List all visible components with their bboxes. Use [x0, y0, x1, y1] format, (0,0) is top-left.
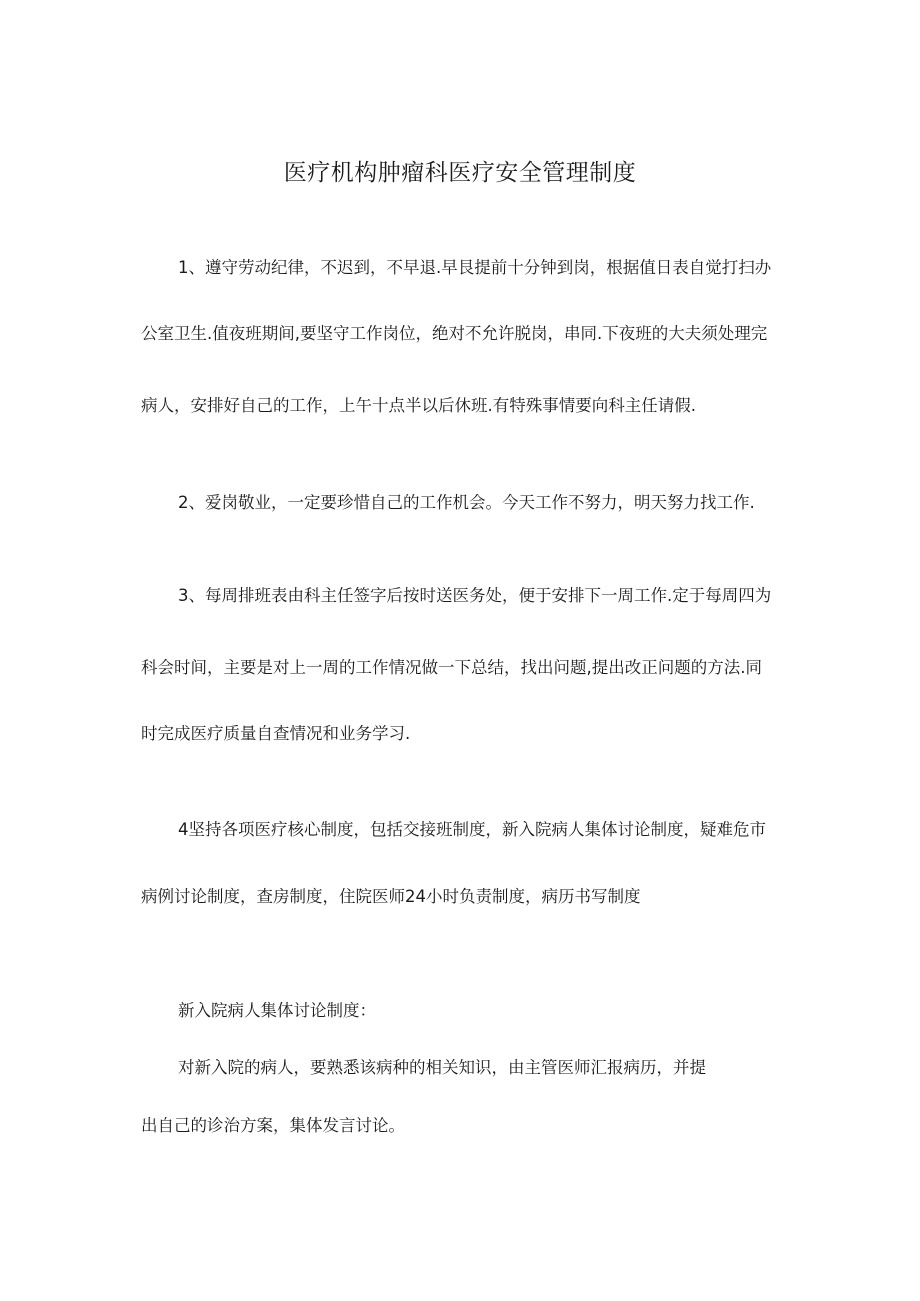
para-3-line-1: 3、每周排班表由科主任签字后按时送医务处，便于安排下一周工作.定于每周四为 [178, 586, 772, 605]
para-4-line-2: 病例讨论制度，查房制度，住院医师24小时负责制度，病历书写制度 [141, 887, 641, 906]
para-3-line-3: 时完成医疗质量自查情况和业务学习. [141, 724, 411, 743]
para-5-line-2: 出自己的诊治方案，集体发言讨论。 [141, 1116, 405, 1135]
para-1-line-3: 病人，安排好自己的工作，上午十点半以后休班.有特殊事情要向科主任请假. [141, 396, 696, 415]
para-4-line-1: 4坚持各项医疗核心制度，包括交接班制度，新入院病人集体讨论制度，疑难危市 [178, 820, 766, 839]
para-5-line-1: 对新入院的病人，要熟悉该病种的相关知识，由主管医师汇报病历，并提 [178, 1058, 706, 1077]
para-2-line-1: 2、爱岗敬业，一定要珍惜自己的工作机会。今天工作不努力，明天努力找工作. [178, 493, 755, 512]
para-3-line-2: 科会时间，主要是对上一周的工作情况做一下总结，找出问题,提出改正问题的方法.同 [141, 658, 762, 677]
document-title: 医疗机构肿瘤科医疗安全管理制度 [283, 160, 637, 186]
subsection-heading: 新入院病人集体讨论制度： [178, 1001, 376, 1020]
para-1-line-2: 公室卫生.值夜班期间,要坚守工作岗位，绝对不允许脱岗，串同.下夜班的大夫须处理完 [141, 324, 768, 343]
para-1-line-1: 1、遵守劳动纪律，不迟到，不早退.早艮提前十分钟到岗，根据值日表自觉打扫办 [178, 258, 772, 277]
